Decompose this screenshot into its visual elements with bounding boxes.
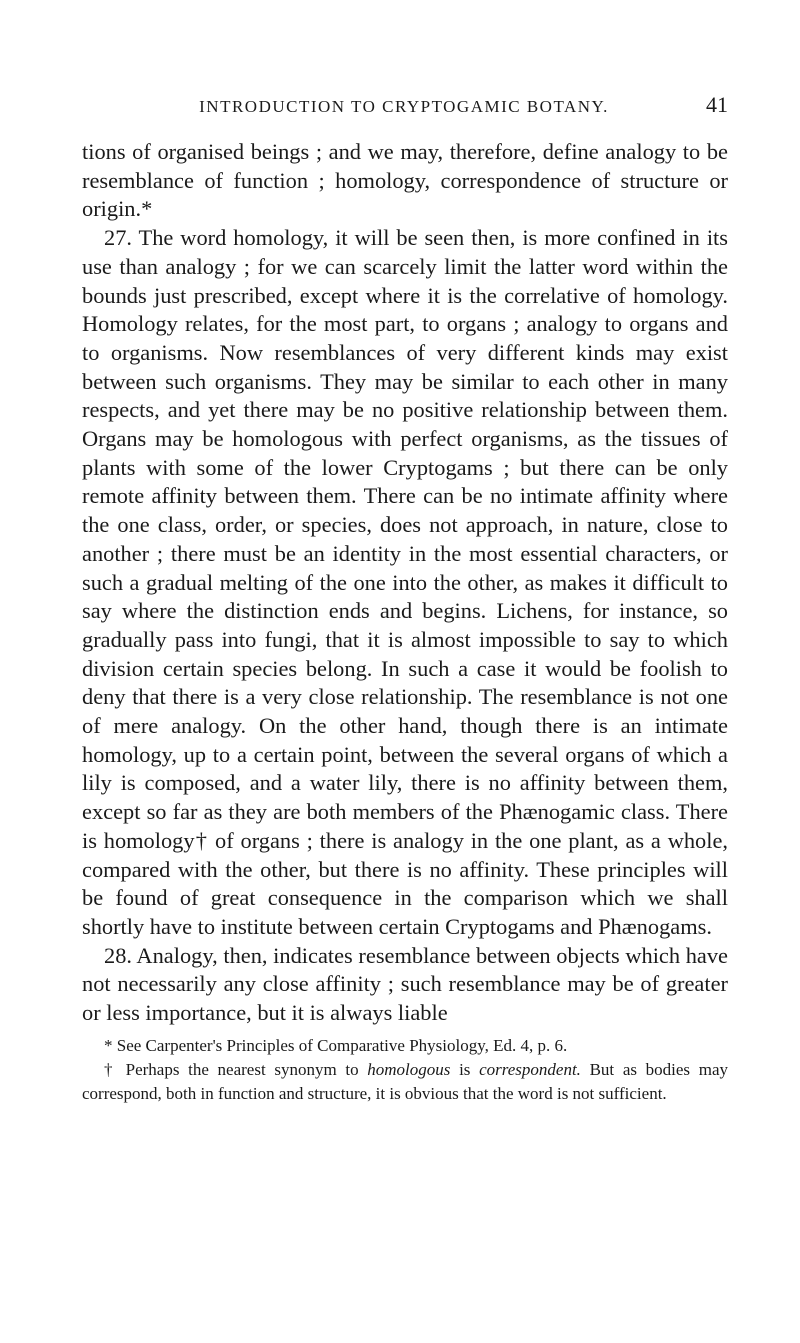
footnote-ref-dagger: † bbox=[194, 827, 209, 853]
paragraph-text: 27. The word homology, it will be seen then, is more confined in its use than analogy ; for we can scarcely limit the latter word within the bounds just prescribed, except where it is the correlative of homology. Homology relates, for the most part, to organs ; analogy to organs and to organisms. Now resemblances of very different kinds may exist between such organisms. They may be similar to each other in many respects, and yet there may be no positive relationship between them. Organs may be homologous with perfect organisms, as the tissues of plants with some of the lower Cryptogams ; but there can be only remote affinity between them. There can be no intimate affinity where the one class, order, or species, does not approach, in nature, close to another ; there must be an identity in the most essential characters, or such a gradual melting of the one into the other, as makes it difficult to say where the distinction ends and begins. Lichens, for instance, so gradually pass into fungi, that it is almost impossible to say to which division certain species belong. In such a case it would be foolish to deny that there is a very close relationship. The resemblance is not one of mere analogy. On the other hand, though there is an intimate homology, up to a certain point, between the several organs of which a lily is composed, and a water lily, there is no affinity between them, except so far as they are both members of the Phænogamic class. There is homology bbox=[82, 225, 728, 853]
footnote-ref-asterisk: * bbox=[141, 196, 153, 222]
paragraph-text: 28. Analogy, then, indicates resemblance between objects which have not necessarily any close affinity ; such resemblance may be of greater or less importance, but it is always liable bbox=[82, 942, 728, 1026]
footnote-text: But as bodies may correspond, both in function and structure, it is obvious that the word is not sufficient. bbox=[82, 1059, 728, 1103]
footnote-mark: † bbox=[104, 1059, 117, 1079]
footnote-emphasis: correspondent. bbox=[479, 1059, 581, 1079]
footnote-text: is bbox=[450, 1059, 480, 1079]
paragraph-text: tions of organised beings ; and we may, therefore, define analogy to be resemblance of function ; homology, correspondence of structure or origin. bbox=[82, 139, 728, 222]
footnote-text: Perhaps the nearest synonym to bbox=[116, 1059, 368, 1079]
paragraph-continuation bbox=[82, 138, 728, 224]
book-page bbox=[82, 92, 728, 1106]
footnote-1 bbox=[82, 1034, 728, 1058]
running-title: INTRODUCTION TO CRYPTOGAMIC BOTANY. bbox=[199, 97, 609, 116]
footnote-2 bbox=[82, 1058, 728, 1106]
footnote-mark: * bbox=[104, 1035, 113, 1055]
page-number: 41 bbox=[706, 92, 728, 117]
paragraph-27 bbox=[82, 224, 728, 942]
footnote-emphasis: homologous bbox=[367, 1059, 451, 1079]
paragraph-28 bbox=[82, 942, 728, 1028]
body-text bbox=[82, 138, 728, 1028]
paragraph-text: of organs ; there is analogy in the one plant, as a whole, compared with the other, but there is no affinity. These principles will be found of great consequence in the comparison which we shall shortly have to institute between certain Cryptogams and Phænogams. bbox=[82, 827, 729, 939]
footnote-text: See Carpenter's Principles of Comparative Physiology, Ed. 4, p. 6. bbox=[112, 1035, 568, 1055]
footnotes bbox=[82, 1034, 728, 1106]
running-header bbox=[82, 92, 728, 126]
